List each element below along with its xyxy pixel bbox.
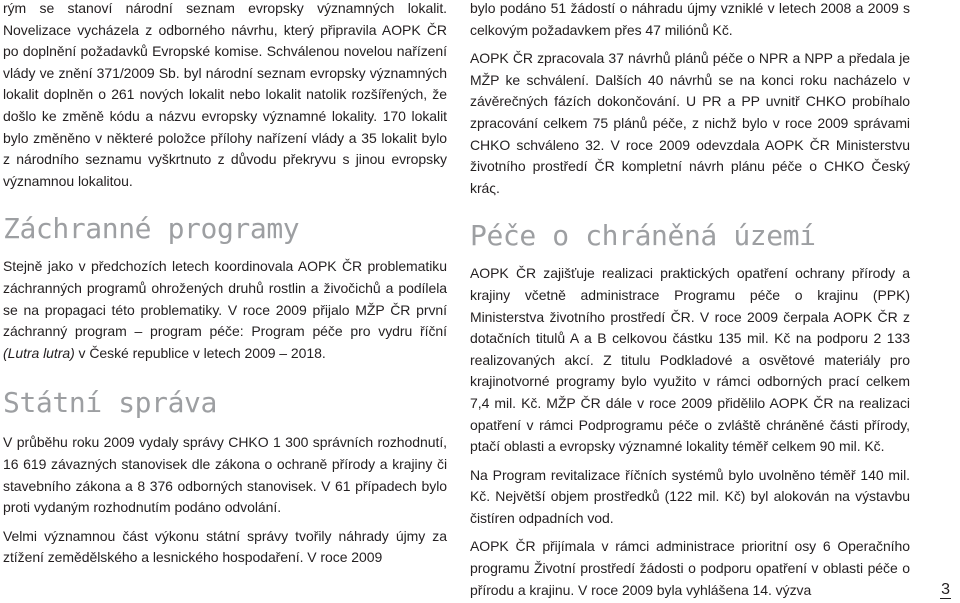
left-column	[3, 0, 447, 569]
paragraph-pece-2: Na Program revitalizace říčních systémů bylo uvolněno téměř 140 mil. Kč. Největší objem prostředků (122 mil. Kč) byl alokován na výstavbu čistíren odpadních vod.	[470, 466, 910, 526]
heading-pece-o-chranena-uzemi: Péče o chráněná území	[470, 219, 816, 253]
page-number: 3	[941, 581, 950, 598]
paragraph-intro: rým se stanoví národní seznam evropsky významných lokalit. Novelizace vycházela z odborného návrhu, který připravila AOPK ČR po doplnění požadavků Evropské komise. Schválenou novelou nařízení vlády ve znění 371/2009 Sb. byl národní seznam evropsky významných lokalit doplněn o 261 nových lokalit nebo lokalit natolik rozšířených, že došlo ke změně kódu a názvu evropsky významné lokality. 170 lokalit bylo změněno v některé položce přílohy nařízení vlády a 35 lokalit bylo z národního seznamu vyškrtnuto z důvodu překryvu s jinou evropsky významnou lokalitou.	[3, 0, 447, 189]
paragraph-aopk-plans: AOPK ČR zpracovala 37 návrhů plánů péče o NPR a NPP a předala je MŽP ke schválení. Dalších 40 návrhů se na konci roku nacházelo v závěrečných fázích dokončování. U PR a PP uvnitř CHKO probíhalo zpracování celkem 75 plánů péče, z nichž bylo v roce 2009 správami CHKO schváleno 32. V roce 2009 odevzdala AOPK ČR Ministerstvu životního prostředí ČR kompletní návrh plánu péče o CHKO Český kráς.	[470, 50, 910, 196]
latin-species-name: (Lutra lutra)	[3, 344, 75, 361]
paragraph-pece-1: AOPK ČR zajišťuje realizaci praktických opatření ochrany přírody a krajiny včetně administrace Programu péče o krajinu (PPK) Ministerstva životního prostředí ČR. V roce 2009 čerpala AOPK ČR z dotačních titulů A a B celkovou částku 135 mil. Kč na podporu 2 133 realizovaných akcí. Z titulu Podkladové a osvětové materiály pro krajinotvorné programy bylo využito v rámci odborných prací celkem 7,4 mil. Kč. MŽP ČR dále v roce 2009 přidělilo AOPK ČR na realizaci opatření v rámci Podprogramu péče o zvláště chráněné části přírody, ptačí oblasti a evropsky významné lokality téměř celkem 90 mil. Kč.	[470, 265, 910, 455]
paragraph-continued: bylo podáno 51 žádostí o náhradu újmy vzniklé v letech 2008 a 2009 s celkovým požadavkem přes 47 miliónů Kč.	[470, 0, 910, 38]
heading-statni-sprava: Státní správa	[3, 386, 217, 420]
right-column	[470, 0, 910, 601]
paragraph-zachranne-text-b: v České republice v letech 2009 – 2018.	[74, 344, 326, 361]
paragraph-statni-sprava-1: V průběhu roku 2009 vydaly správy CHKO 1 300 správních rozhodnutí, 16 619 závazných stanovisek dle zákona o ochraně přírody a krajiny či stavebního zákona a 8 376 odborných stanovisek. V 61 případech bylo proti vydaným rozhodnutím podáno odvolání.	[3, 434, 447, 516]
paragraph-statni-sprava-2: Velmi významnou část výkonu státní správy tvořily náhrady újmy za ztížení zemědělského a lesnického hospodaření. V roce 2009	[3, 527, 447, 566]
paragraph-zachranne-text-a: Stejně jako v předchozích letech koordinovala AOPK ČR problematiku záchranných programů ohrožených druhů rostlin a živočichů a podílela se na propagaci této problematiky. V roce 2009 přijalo MŽP ČR první záchranný program – program péče: Program péče pro vydru říční	[3, 258, 447, 340]
paragraph-zachranne-programy	[3, 256, 447, 364]
paragraph-pece-3: AOPK ČR přijímala v rámci administrace prioritní osy 6 Operačního programu Životní prostředí žádosti o podporu opatření v oblasti péče o přírodu a krajinu. V roce 2009 byla vyhlášena 14. výzva	[470, 538, 910, 598]
heading-zachranne-programy: Záchranné programy	[3, 212, 300, 246]
